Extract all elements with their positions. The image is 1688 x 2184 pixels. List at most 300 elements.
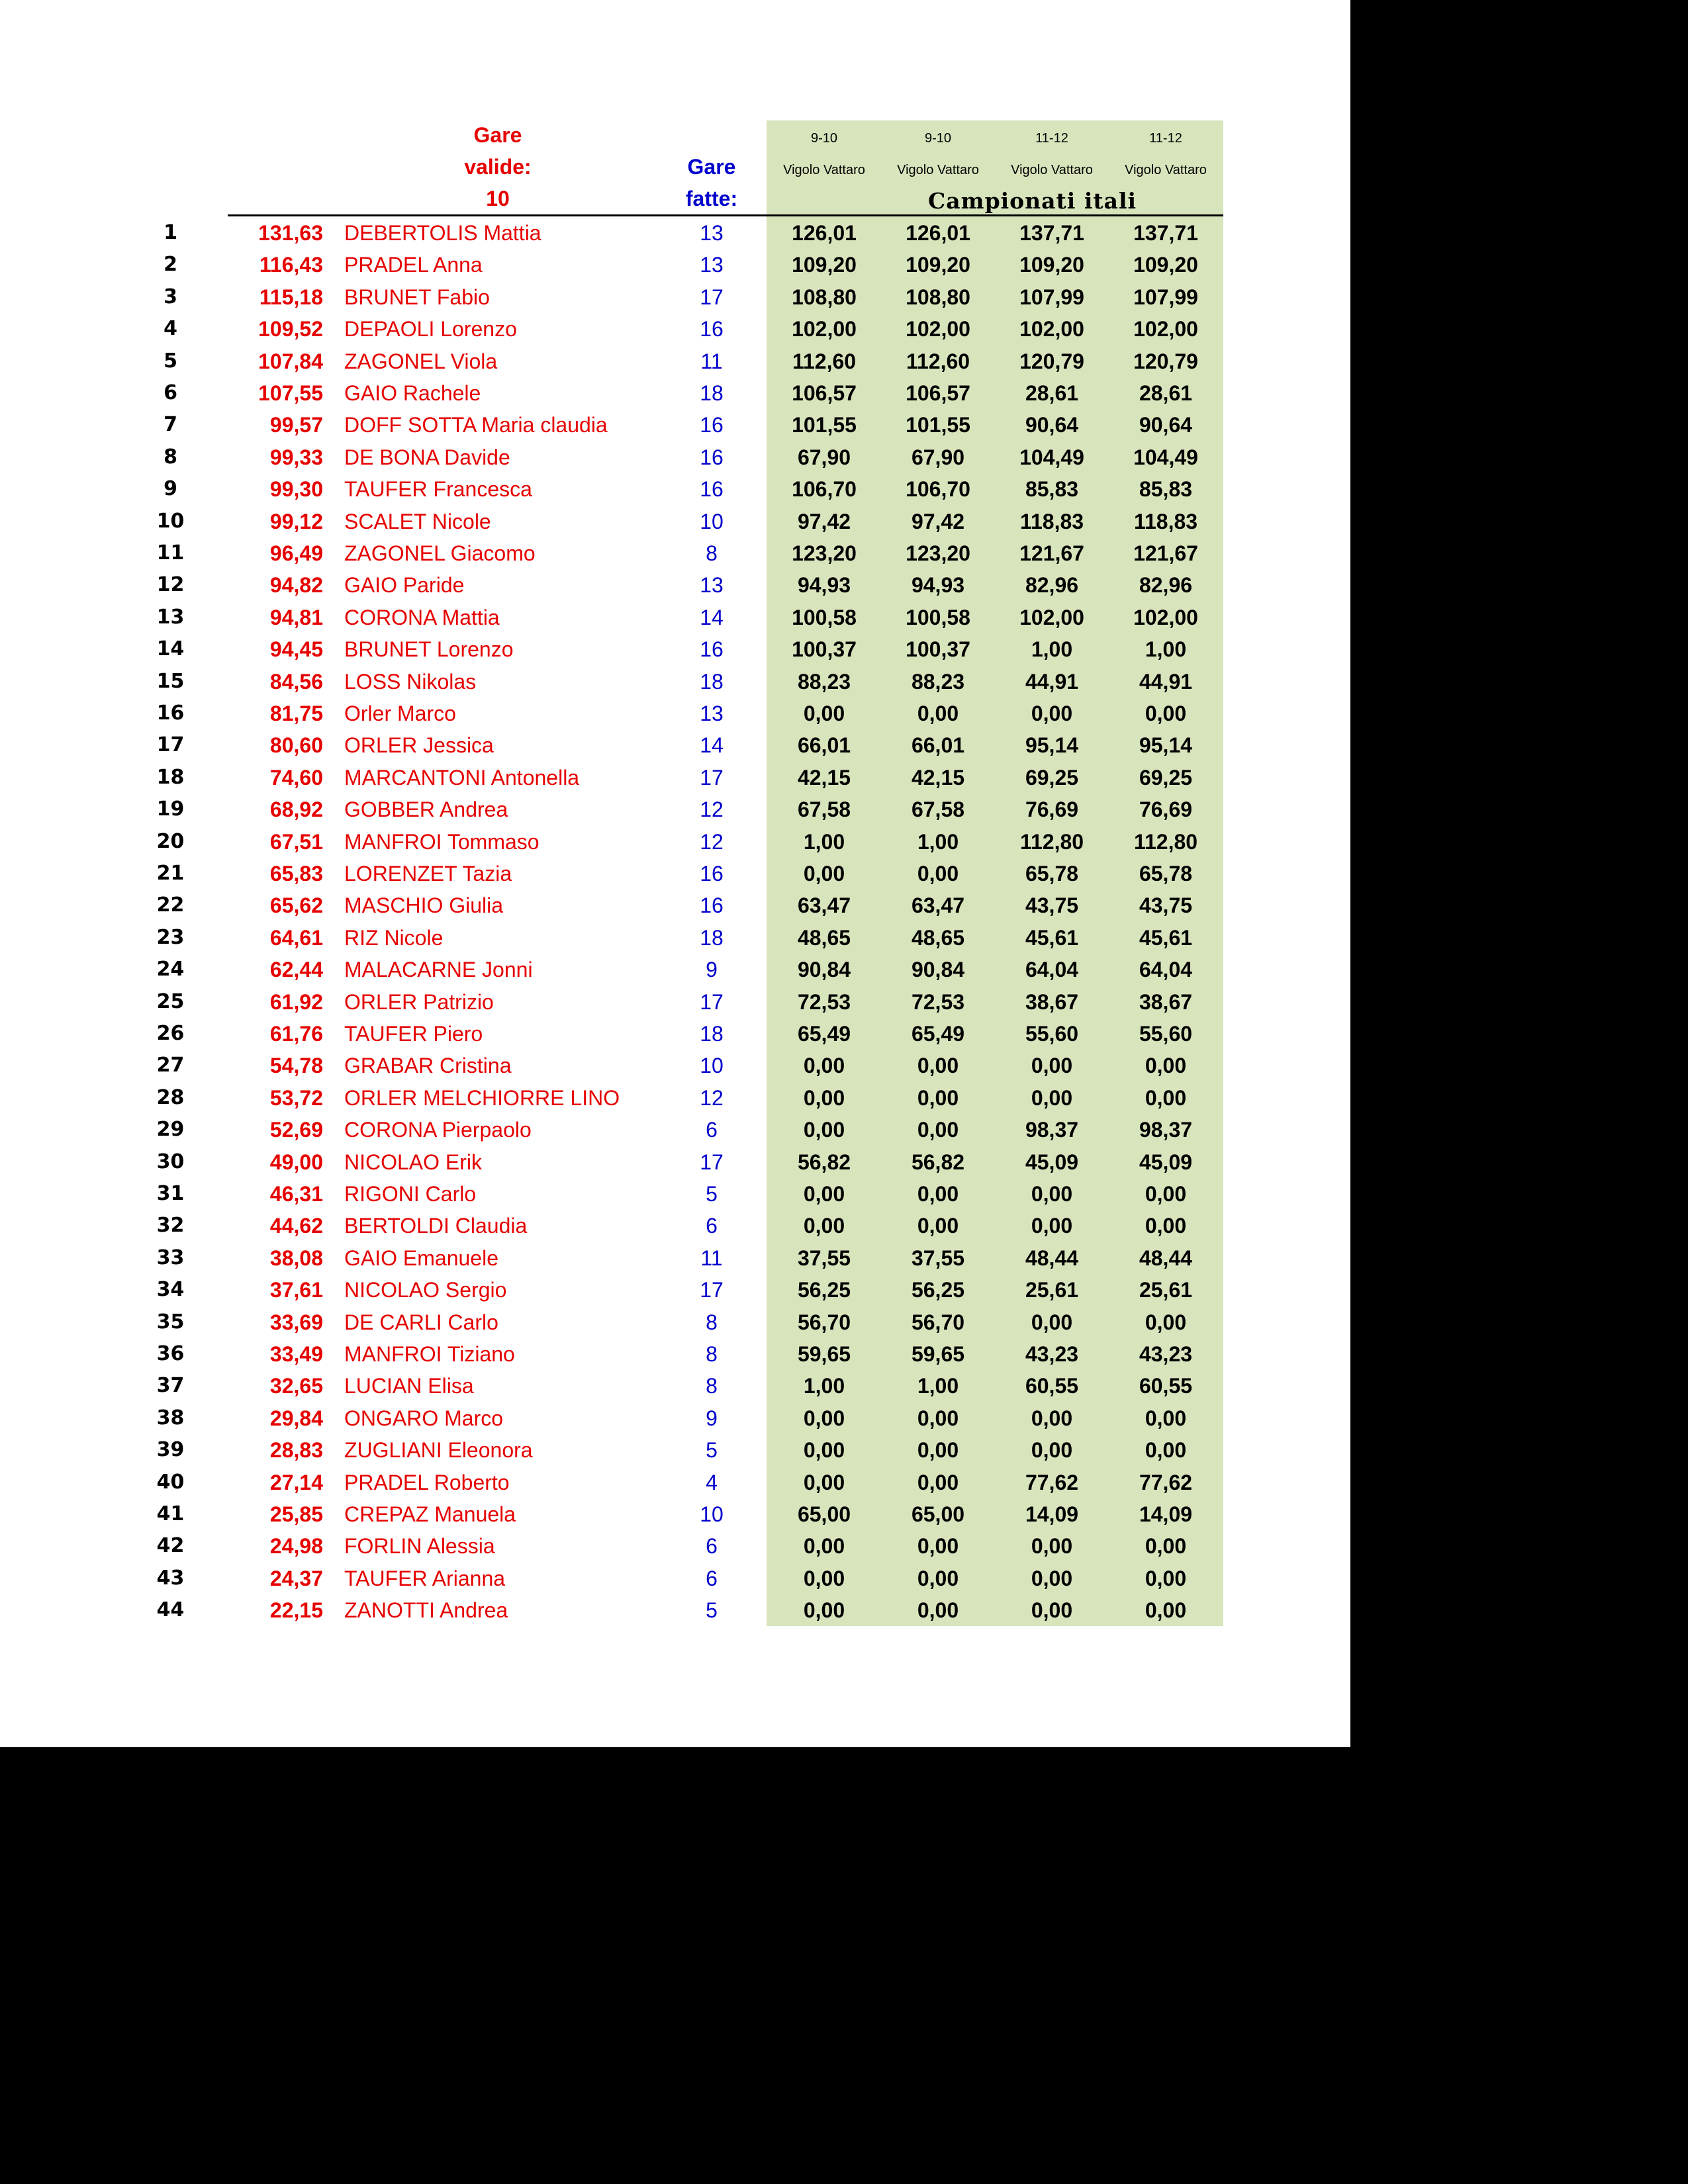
race-result-cell: 1,00	[917, 829, 959, 854]
table-row	[0, 889, 1350, 921]
races-done-cell: 6	[706, 1566, 718, 1590]
rank-cell: 22	[156, 893, 185, 917]
table-row	[0, 313, 1350, 345]
race-result-cell: 90,64	[1139, 413, 1193, 437]
race-result-cell: 0,00	[803, 1054, 845, 1078]
races-done-cell: 13	[700, 702, 724, 725]
rank-cell: 9	[164, 477, 177, 501]
table-row	[0, 858, 1350, 889]
rank-cell: 28	[156, 1085, 185, 1109]
rank-cell: 15	[156, 669, 185, 693]
race-result-cell: 64,04	[1139, 958, 1193, 982]
score-cell: 94,45	[269, 637, 323, 662]
race-result-cell: 126,01	[906, 221, 970, 245]
race-result-cell: 76,69	[1139, 797, 1193, 822]
race-result-cell: 106,57	[792, 381, 857, 405]
score-cell: 24,37	[269, 1566, 323, 1590]
race-result-cell: 0,00	[917, 1406, 959, 1430]
score-cell: 65,62	[269, 893, 323, 918]
race-result-cell: 101,55	[792, 413, 857, 437]
table-row	[0, 1402, 1350, 1434]
score-cell: 107,55	[258, 381, 323, 405]
race-result-cell: 38,67	[1025, 989, 1079, 1014]
race-result-cell: 67,58	[911, 797, 965, 822]
race-result-cell: 82,96	[1139, 573, 1193, 598]
race-result-cell: 55,60	[1139, 1022, 1193, 1046]
races-done-cell: 16	[700, 413, 724, 437]
race-result-cell: 0,00	[917, 1598, 959, 1623]
rank-cell: 25	[156, 989, 185, 1013]
race-result-cell: 0,00	[917, 1438, 959, 1463]
races-done-cell: 18	[700, 925, 724, 950]
race-result-cell: 118,83	[1133, 509, 1198, 533]
races-done-cell: 6	[706, 1118, 718, 1142]
athlete-name-cell: FORLIN Alessia	[344, 1534, 495, 1559]
race-result-cell: 94,93	[797, 573, 851, 598]
race-result-cell: 97,42	[797, 509, 851, 533]
athlete-name-cell: ORLER Jessica	[344, 733, 494, 758]
table-row	[0, 1563, 1350, 1594]
race-result-cell: 65,78	[1139, 862, 1193, 886]
race-result-cell: 90,84	[911, 958, 965, 982]
races-done-cell: 9	[706, 1406, 718, 1430]
table-row	[0, 345, 1350, 377]
score-cell: 99,33	[269, 445, 323, 469]
rank-cell: 19	[156, 797, 185, 821]
race-result-cell: 48,44	[1025, 1246, 1079, 1270]
score-cell: 61,92	[269, 989, 323, 1014]
race-result-cell: 100,58	[906, 605, 970, 629]
athlete-name-cell: LUCIAN Elisa	[344, 1374, 474, 1398]
score-cell: 22,15	[269, 1598, 323, 1623]
score-cell: 25,85	[269, 1502, 323, 1526]
race-result-cell: 1,00	[917, 1374, 959, 1398]
race-result-cell: 102,00	[906, 317, 970, 341]
athlete-name-cell: SCALET Nicole	[344, 509, 491, 533]
athlete-name-cell: NICOLAO Erik	[344, 1150, 483, 1174]
score-cell: 61,76	[269, 1022, 323, 1046]
race-result-cell: 137,71	[1133, 221, 1198, 245]
rank-cell: 11	[156, 541, 185, 565]
race-result-cell: 118,83	[1019, 509, 1084, 533]
race-result-cell: 48,65	[797, 925, 851, 950]
race-result-cell: 1,00	[803, 829, 845, 854]
race-result-cell: 77,62	[1139, 1470, 1193, 1494]
athlete-name-cell: MASCHIO Giulia	[344, 893, 504, 918]
rank-cell: 3	[164, 285, 177, 308]
score-cell: 99,30	[269, 477, 323, 502]
race-result-cell: 0,00	[1031, 1566, 1073, 1590]
race-result-cell: 64,04	[1025, 958, 1079, 982]
column-date: 9-10	[810, 131, 838, 146]
race-result-cell: 0,00	[917, 1118, 959, 1142]
athlete-name-cell: LORENZET Tazia	[344, 862, 512, 886]
races-done-cell: 5	[706, 1438, 718, 1463]
race-result-cell: 107,99	[1019, 285, 1084, 309]
athlete-name-cell: NICOLAO Sergio	[344, 1278, 507, 1302]
rank-cell: 21	[156, 862, 185, 885]
races-done-cell: 10	[700, 1054, 724, 1078]
race-result-cell: 1,00	[1145, 637, 1187, 662]
athlete-name-cell: DEBERTOLIS Mattia	[344, 221, 541, 245]
athlete-name-cell: MARCANTONI Antonella	[344, 765, 580, 790]
rank-cell: 10	[156, 509, 185, 533]
race-result-cell: 56,70	[911, 1310, 965, 1334]
athlete-name-cell: DE BONA Davide	[344, 445, 510, 469]
race-result-cell: 43,75	[1139, 893, 1193, 918]
race-result-cell: 77,62	[1025, 1470, 1079, 1494]
race-result-cell: 42,15	[797, 765, 851, 790]
race-result-cell: 0,00	[803, 1406, 845, 1430]
race-result-cell: 0,00	[1031, 1310, 1073, 1334]
athlete-name-cell: LOSS Nikolas	[344, 669, 477, 694]
athlete-name-cell: PRADEL Roberto	[344, 1470, 510, 1494]
race-result-cell: 90,84	[797, 958, 851, 982]
race-result-cell: 100,37	[792, 637, 857, 662]
gare-valide-label-line2: valide:	[464, 155, 532, 179]
rank-cell: 31	[156, 1182, 185, 1205]
rank-cell: 44	[156, 1598, 185, 1622]
rank-cell: 35	[156, 1310, 185, 1334]
race-result-cell: 0,00	[1145, 1598, 1187, 1623]
race-result-cell: 112,80	[1019, 829, 1084, 854]
race-result-cell: 0,00	[1145, 702, 1187, 725]
rank-cell: 8	[164, 445, 177, 469]
race-result-cell: 0,00	[1031, 1406, 1073, 1430]
athlete-name-cell: DOFF SOTTA Maria claudia	[344, 413, 608, 437]
race-result-cell: 67,90	[797, 445, 851, 469]
score-cell: 29,84	[269, 1406, 323, 1430]
column-place: Vigolo Vattaro	[1125, 163, 1207, 177]
races-done-cell: 14	[700, 733, 724, 758]
race-result-cell: 65,00	[911, 1502, 965, 1526]
table-row	[0, 1274, 1350, 1306]
score-cell: 99,12	[269, 509, 323, 533]
score-cell: 131,63	[258, 221, 323, 245]
race-result-cell: 0,00	[1031, 1534, 1073, 1559]
score-cell: 27,14	[269, 1470, 323, 1494]
athlete-name-cell: TAUFER Piero	[344, 1022, 483, 1046]
race-result-cell: 43,75	[1025, 893, 1079, 918]
races-done-cell: 13	[700, 253, 724, 277]
table-row	[0, 762, 1350, 794]
race-result-cell: 88,23	[797, 669, 851, 694]
athlete-name-cell: RIZ Nicole	[344, 925, 444, 950]
race-result-cell: 0,00	[917, 1470, 959, 1494]
table-row	[0, 409, 1350, 441]
race-result-cell: 69,25	[1139, 765, 1193, 790]
race-result-cell: 109,20	[906, 253, 970, 277]
rank-cell: 16	[156, 702, 185, 725]
race-result-cell: 14,09	[1139, 1502, 1193, 1526]
races-done-cell: 8	[706, 1342, 718, 1366]
table-row	[0, 826, 1350, 858]
races-done-cell: 18	[700, 381, 724, 405]
score-cell: 37,61	[269, 1278, 323, 1302]
race-result-cell: 0,00	[1031, 702, 1073, 725]
athlete-name-cell: MANFROI Tiziano	[344, 1342, 515, 1366]
race-result-cell: 28,61	[1025, 381, 1079, 405]
score-cell: 96,49	[269, 541, 323, 565]
table-row	[0, 922, 1350, 954]
rank-cell: 12	[156, 573, 185, 597]
race-result-cell: 0,00	[803, 702, 845, 725]
race-result-cell: 102,00	[1019, 317, 1084, 341]
race-result-cell: 109,20	[1019, 253, 1084, 277]
races-done-cell: 16	[700, 862, 724, 886]
race-result-cell: 85,83	[1139, 477, 1193, 502]
score-cell: 38,08	[269, 1246, 323, 1270]
race-result-cell: 0,00	[1031, 1438, 1073, 1463]
athlete-name-cell: GAIO Rachele	[344, 381, 481, 405]
race-result-cell: 63,47	[911, 893, 965, 918]
score-cell: 109,52	[258, 317, 323, 341]
athlete-name-cell: ZAGONEL Giacomo	[344, 541, 536, 565]
race-result-cell: 121,67	[1019, 541, 1084, 565]
race-result-cell: 0,00	[803, 1470, 845, 1494]
race-result-cell: 67,90	[911, 445, 965, 469]
race-result-cell: 28,61	[1139, 381, 1193, 405]
score-cell: 32,65	[269, 1374, 323, 1398]
race-result-cell: 0,00	[1031, 1182, 1073, 1206]
race-result-cell: 37,55	[911, 1246, 965, 1270]
table-row	[0, 1146, 1350, 1178]
campionati-banner-text: Campionati itali	[928, 188, 1137, 214]
score-cell: 68,92	[269, 797, 323, 822]
race-result-cell: 37,55	[797, 1246, 851, 1270]
races-done-cell: 8	[706, 1310, 718, 1334]
score-cell: 84,56	[269, 669, 323, 694]
race-result-cell: 44,91	[1139, 669, 1193, 694]
rank-cell: 14	[156, 637, 185, 661]
races-done-cell: 17	[700, 989, 724, 1014]
table-row	[0, 1210, 1350, 1242]
race-result-cell: 100,58	[792, 605, 857, 629]
score-cell: 46,31	[269, 1182, 323, 1206]
race-result-cell: 0,00	[803, 1438, 845, 1463]
rank-cell: 7	[164, 413, 177, 437]
table-row	[0, 537, 1350, 569]
athlete-name-cell: TAUFER Arianna	[344, 1566, 506, 1590]
score-cell: 28,83	[269, 1438, 323, 1463]
race-result-cell: 0,00	[917, 1534, 959, 1559]
athlete-name-cell: BRUNET Lorenzo	[344, 637, 514, 662]
table-row	[0, 1498, 1350, 1530]
score-cell: 44,62	[269, 1214, 323, 1238]
races-done-cell: 11	[700, 1246, 723, 1270]
race-result-cell: 0,00	[1031, 1054, 1073, 1078]
race-result-cell: 42,15	[911, 765, 965, 790]
races-done-cell: 10	[700, 509, 724, 533]
table-row	[0, 633, 1350, 665]
athlete-name-cell: BERTOLDI Claudia	[344, 1214, 528, 1238]
rank-cell: 13	[156, 605, 185, 629]
rank-cell: 5	[164, 349, 177, 373]
races-done-cell: 16	[700, 637, 724, 662]
races-done-cell: 17	[700, 765, 724, 790]
gare-fatte-label-line2: fatte:	[685, 187, 738, 210]
races-done-cell: 16	[700, 893, 724, 918]
athlete-name-cell: Orler Marco	[344, 702, 456, 725]
score-cell: 64,61	[269, 925, 323, 950]
race-result-cell: 56,70	[797, 1310, 851, 1334]
race-result-cell: 45,61	[1139, 925, 1193, 950]
rank-cell: 34	[156, 1278, 185, 1302]
race-result-cell: 0,00	[1145, 1182, 1187, 1206]
race-result-cell: 25,61	[1139, 1278, 1193, 1302]
race-result-cell: 104,49	[1019, 445, 1084, 469]
column-place: Vigolo Vattaro	[783, 163, 865, 177]
race-result-cell: 90,64	[1025, 413, 1079, 437]
race-result-cell: 0,00	[803, 1566, 845, 1590]
race-result-cell: 0,00	[1145, 1534, 1187, 1559]
race-result-cell: 82,96	[1025, 573, 1079, 598]
race-result-cell: 85,83	[1025, 477, 1079, 502]
table-row	[0, 1370, 1350, 1402]
column-place: Vigolo Vattaro	[897, 163, 979, 177]
race-result-cell: 60,55	[1025, 1374, 1079, 1398]
race-result-cell: 107,99	[1133, 285, 1198, 309]
rank-cell: 24	[156, 958, 185, 981]
score-cell: 115,18	[259, 285, 323, 309]
race-result-cell: 123,20	[906, 541, 970, 565]
rank-cell: 26	[156, 1022, 185, 1045]
race-result-cell: 120,79	[1133, 349, 1198, 373]
gare-fatte-label-line1: Gare	[687, 155, 736, 179]
race-result-cell: 59,65	[911, 1342, 965, 1366]
table-row	[0, 1178, 1350, 1210]
races-done-cell: 4	[706, 1470, 718, 1494]
athlete-name-cell: MALACARNE Jonni	[344, 958, 533, 982]
table-row	[0, 666, 1350, 698]
athlete-name-cell: CORONA Mattia	[344, 605, 500, 629]
score-cell: 52,69	[269, 1118, 323, 1142]
score-cell: 107,84	[258, 349, 323, 373]
column-date: 9-10	[924, 131, 952, 146]
race-result-cell: 106,70	[792, 477, 857, 502]
races-done-cell: 11	[700, 349, 723, 373]
gare-valide-count: 10	[486, 187, 510, 210]
gare-valide-label-line1: Gare	[473, 123, 522, 147]
table-row	[0, 1050, 1350, 1081]
athlete-name-cell: ORLER MELCHIORRE LINO	[344, 1085, 620, 1110]
race-result-cell: 69,25	[1025, 765, 1079, 790]
score-cell: 24,98	[269, 1534, 323, 1559]
table-row	[0, 1242, 1350, 1274]
races-done-cell: 13	[700, 221, 724, 245]
races-done-cell: 14	[700, 605, 724, 629]
race-result-cell: 56,82	[797, 1150, 851, 1174]
score-cell: 99,57	[269, 413, 323, 437]
rank-cell: 39	[156, 1438, 185, 1462]
race-result-cell: 44,91	[1025, 669, 1079, 694]
race-result-cell: 65,00	[797, 1502, 851, 1526]
athlete-name-cell: TAUFER Francesca	[344, 477, 532, 502]
race-result-cell: 0,00	[1145, 1438, 1187, 1463]
table-row	[0, 281, 1350, 313]
race-result-cell: 0,00	[917, 702, 959, 725]
race-result-cell: 38,67	[1139, 989, 1193, 1014]
rank-cell: 6	[164, 381, 177, 404]
race-result-cell: 0,00	[1145, 1054, 1187, 1078]
score-cell: 33,49	[269, 1342, 323, 1366]
race-result-cell: 43,23	[1139, 1342, 1193, 1366]
athlete-name-cell: GAIO Paride	[344, 573, 465, 598]
races-done-cell: 6	[706, 1214, 718, 1238]
race-result-cell: 109,20	[1133, 253, 1198, 277]
races-done-cell: 17	[700, 285, 724, 309]
rank-cell: 20	[156, 829, 185, 853]
race-result-cell: 94,93	[911, 573, 965, 598]
races-done-cell: 18	[700, 669, 724, 694]
athlete-name-cell: ZANOTTI Andrea	[344, 1598, 508, 1623]
rank-cell: 38	[156, 1406, 185, 1430]
column-place: Vigolo Vattaro	[1011, 163, 1093, 177]
race-result-cell: 102,00	[1019, 605, 1084, 629]
athlete-name-cell: DEPAOLI Lorenzo	[344, 317, 517, 341]
race-result-cell: 112,60	[792, 349, 857, 373]
race-result-cell: 0,00	[803, 1182, 845, 1206]
race-result-cell: 0,00	[803, 1534, 845, 1559]
race-result-cell: 45,61	[1025, 925, 1079, 950]
table-row	[0, 1018, 1350, 1050]
race-result-cell: 0,00	[1145, 1214, 1187, 1238]
table-row	[0, 569, 1350, 601]
table-row	[0, 698, 1350, 729]
race-result-cell: 0,00	[1031, 1598, 1073, 1623]
table-row	[0, 1082, 1350, 1114]
race-result-cell: 0,00	[803, 1214, 845, 1238]
score-cell: 33,69	[269, 1310, 323, 1334]
score-cell: 81,75	[269, 702, 323, 725]
races-done-cell: 12	[700, 1085, 724, 1110]
score-cell: 62,44	[269, 958, 323, 982]
rank-cell: 27	[156, 1054, 185, 1077]
athlete-name-cell: CORONA Pierpaolo	[344, 1118, 532, 1142]
race-result-cell: 56,25	[797, 1278, 851, 1302]
score-cell: 53,72	[269, 1085, 323, 1110]
race-result-cell: 0,00	[1145, 1406, 1187, 1430]
score-cell: 80,60	[269, 733, 323, 758]
race-result-cell: 66,01	[797, 733, 851, 758]
race-result-cell: 112,80	[1133, 829, 1198, 854]
rank-cell: 23	[156, 925, 185, 949]
race-result-cell: 0,00	[803, 1085, 845, 1110]
campionati-banner	[767, 187, 1223, 217]
race-result-cell: 60,55	[1139, 1374, 1193, 1398]
athlete-name-cell: GAIO Emanuele	[344, 1246, 498, 1270]
races-done-cell: 5	[706, 1182, 718, 1206]
athlete-name-cell: BRUNET Fabio	[344, 285, 490, 309]
race-result-cell: 0,00	[1145, 1310, 1187, 1334]
table-row	[0, 473, 1350, 505]
table-row	[0, 217, 1350, 249]
race-result-cell: 102,00	[1133, 605, 1198, 629]
race-result-cell: 121,67	[1133, 541, 1198, 565]
rank-cell: 4	[164, 317, 177, 341]
race-result-cell: 72,53	[797, 989, 851, 1014]
race-result-cell: 72,53	[911, 989, 965, 1014]
race-result-cell: 0,00	[1145, 1085, 1187, 1110]
race-result-cell: 112,60	[906, 349, 970, 373]
race-result-cell: 25,61	[1025, 1278, 1079, 1302]
race-result-cell: 45,09	[1025, 1150, 1079, 1174]
race-result-cell: 109,20	[792, 253, 857, 277]
score-cell: 116,43	[259, 253, 323, 277]
races-done-cell: 16	[700, 317, 724, 341]
header-underline	[228, 214, 1223, 216]
race-result-cell: 101,55	[906, 413, 970, 437]
